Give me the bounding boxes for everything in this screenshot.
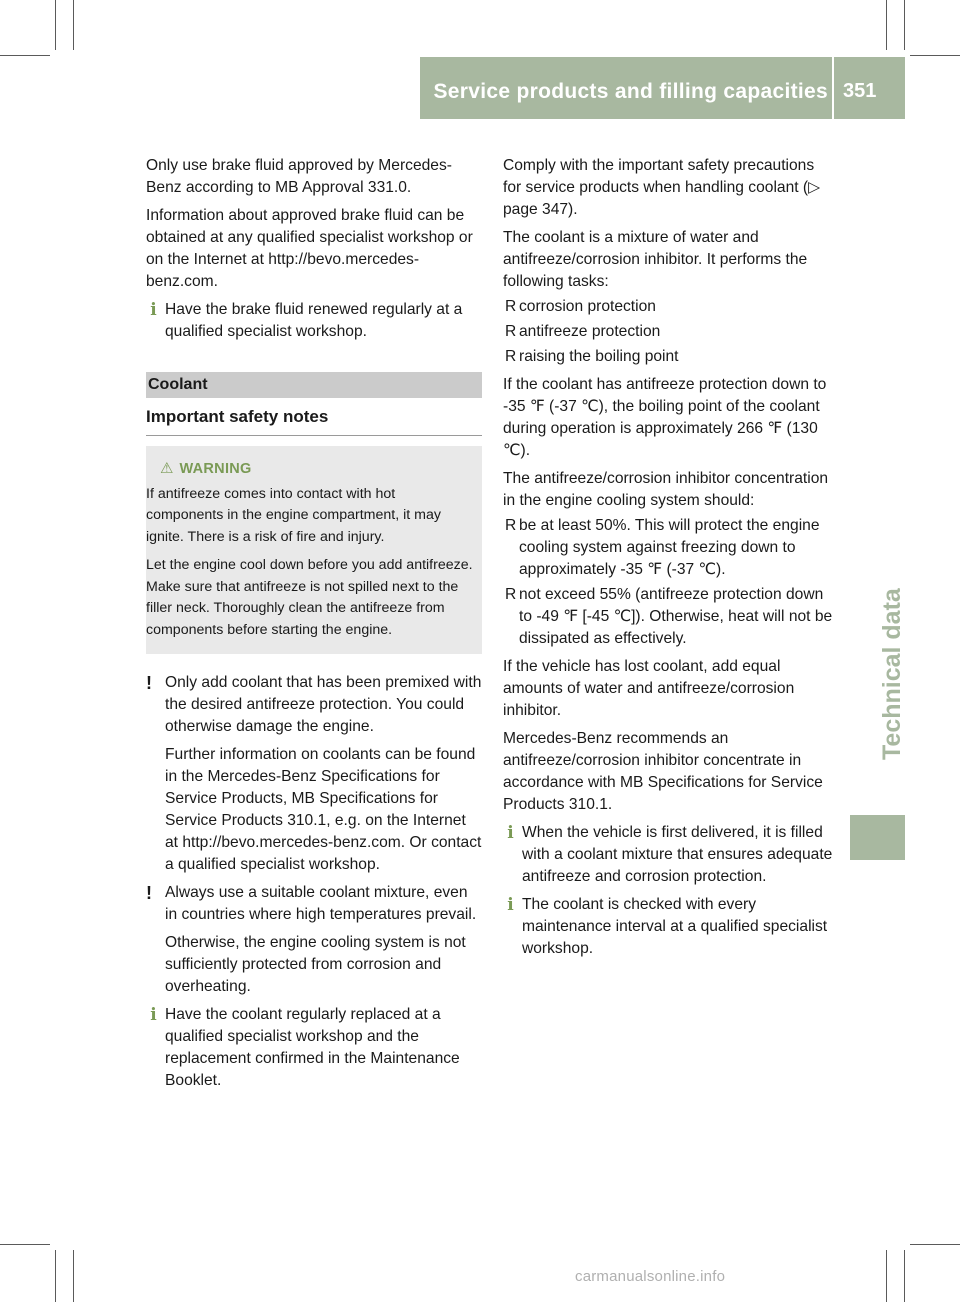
info-note	[503, 822, 835, 888]
list-item: R corrosion protection	[503, 296, 835, 318]
info-note	[146, 1004, 482, 1092]
crop-mark	[0, 55, 50, 56]
page-title: Service products and filling capacities	[433, 80, 828, 103]
section-title: Coolant	[148, 376, 208, 393]
list-item: R raising the boiling point	[503, 346, 835, 368]
warning-text: If antifreeze comes into contact with hot components in the engine compartment, it may ignite. There is a risk of fire and injury.	[146, 485, 441, 545]
caution-note	[146, 882, 482, 998]
exclamation-icon: !	[146, 883, 152, 903]
crop-mark	[73, 1250, 74, 1302]
warning-box	[146, 446, 482, 654]
paragraph: Only use brake fluid approved by Mercedes-Benz according to MB Approval 331.0.	[146, 157, 452, 196]
section-heading-bar	[146, 372, 482, 398]
info-icon: i	[150, 300, 157, 320]
warning-title-row	[146, 458, 482, 481]
warning-title: WARNING	[179, 461, 252, 477]
paragraph: The coolant is a mixture of water and antifreeze/corrosion inhibitor. It performs the following tasks:	[503, 229, 808, 290]
page-number: 351	[843, 80, 877, 102]
list-item: R not exceed 55% (antifreeze protection down to -49 ℉ [-45 ℃]). Otherwise, heat will not be dissipated as effectively.	[505, 586, 833, 647]
crop-mark	[910, 55, 960, 56]
bullet-glyph: R	[505, 298, 517, 315]
exclamation-icon: !	[146, 673, 152, 693]
caution-note-text: Always use a suitable coolant mixture, even in countries where high temperatures prevail.	[165, 884, 477, 923]
left-column	[146, 155, 482, 1098]
info-icon: i	[150, 1005, 157, 1025]
crop-mark	[910, 1244, 960, 1245]
bullet-glyph: R	[505, 348, 517, 365]
header-divider	[832, 57, 834, 119]
info-note-text: The coolant is checked with every maintenance interval at a qualified specialist workshop.	[522, 896, 828, 957]
crop-mark	[886, 1250, 887, 1302]
caution-note-text: Only add coolant that has been premixed with the desired antifreeze protection. You could otherwise damage the engine.	[165, 674, 482, 735]
paragraph: If the coolant has antifreeze protection down to -35 ℉ (-37 ℃), the boiling point of the coolant during operation is approximately 266 ℉ (130 ℃).	[503, 376, 827, 459]
caution-note	[146, 672, 482, 876]
warning-text: Let the engine cool down before you add antifreeze. Make sure that antifreeze is not spilled next to the filler neck. Thoroughly clean the antifreeze from components before starting the engine.	[146, 557, 473, 638]
info-note	[503, 894, 835, 960]
side-tab-label: Technical data	[878, 588, 906, 760]
list-item: R antifreeze protection	[503, 321, 835, 343]
paragraph: Information about approved brake fluid can be obtained at any qualified specialist workshop or on the Internet at http://bevo.mercedes-benz.com.	[146, 207, 473, 290]
crop-mark	[904, 0, 905, 50]
warning-triangle-icon: ⚠	[160, 460, 174, 477]
paragraph: The antifreeze/corrosion inhibitor concentration in the engine cooling system should:	[503, 470, 829, 509]
bullet-glyph: R	[505, 586, 517, 603]
info-note-text: Have the coolant regularly replaced at a qualified specialist workshop and the replacement confirmed in the Maintenance Booklet.	[165, 1006, 460, 1089]
crop-mark	[0, 1244, 50, 1245]
info-note-text: When the vehicle is first delivered, it is filled with a coolant mixture that ensures adequate antifreeze and corrosion protection.	[522, 824, 833, 885]
crop-mark	[73, 0, 74, 50]
paragraph: Comply with the important safety precautions for service products when handling coolant (▷ page 347).	[503, 157, 821, 218]
crop-mark	[904, 1250, 905, 1302]
bullet-glyph: R	[505, 323, 517, 340]
watermark: carmanualsonline.info	[575, 1268, 726, 1285]
list-item: R be at least 50%. This will protect the engine cooling system against freezing down to approximately -35 ℉ (-37 ℃).	[505, 517, 820, 578]
info-icon: i	[507, 895, 514, 915]
caution-note-subtext: Further information on coolants can be found in the Mercedes-Benz Specifications for Service Products, MB Specifications for Service Products 310.1, e.g. on the Internet at http://bevo.mercedes-benz.com. Or contact a qualified specialist workshop.	[165, 746, 482, 873]
crop-mark	[55, 0, 56, 50]
right-column	[503, 155, 835, 966]
side-tab-block	[850, 815, 905, 860]
paragraph: Mercedes-Benz recommends an antifreeze/corrosion inhibitor concentrate in accordance with MB Specifications for Service Products 310.1.	[503, 730, 823, 813]
info-icon: i	[507, 823, 514, 843]
crop-mark	[55, 1250, 56, 1302]
info-note-text: Have the brake fluid renewed regularly at a qualified specialist workshop.	[165, 301, 463, 340]
caution-note-subtext: Otherwise, the engine cooling system is not sufficiently protected from corrosion and overheating.	[165, 934, 466, 995]
crop-mark	[886, 0, 887, 50]
subheading: Important safety notes	[146, 406, 482, 436]
task-list	[503, 296, 835, 368]
paragraph: If the vehicle has lost coolant, add equal amounts of water and antifreeze/corrosion inhibitor.	[503, 658, 795, 719]
info-note	[146, 299, 482, 343]
concentration-list	[503, 515, 835, 650]
bullet-glyph: R	[505, 517, 517, 534]
